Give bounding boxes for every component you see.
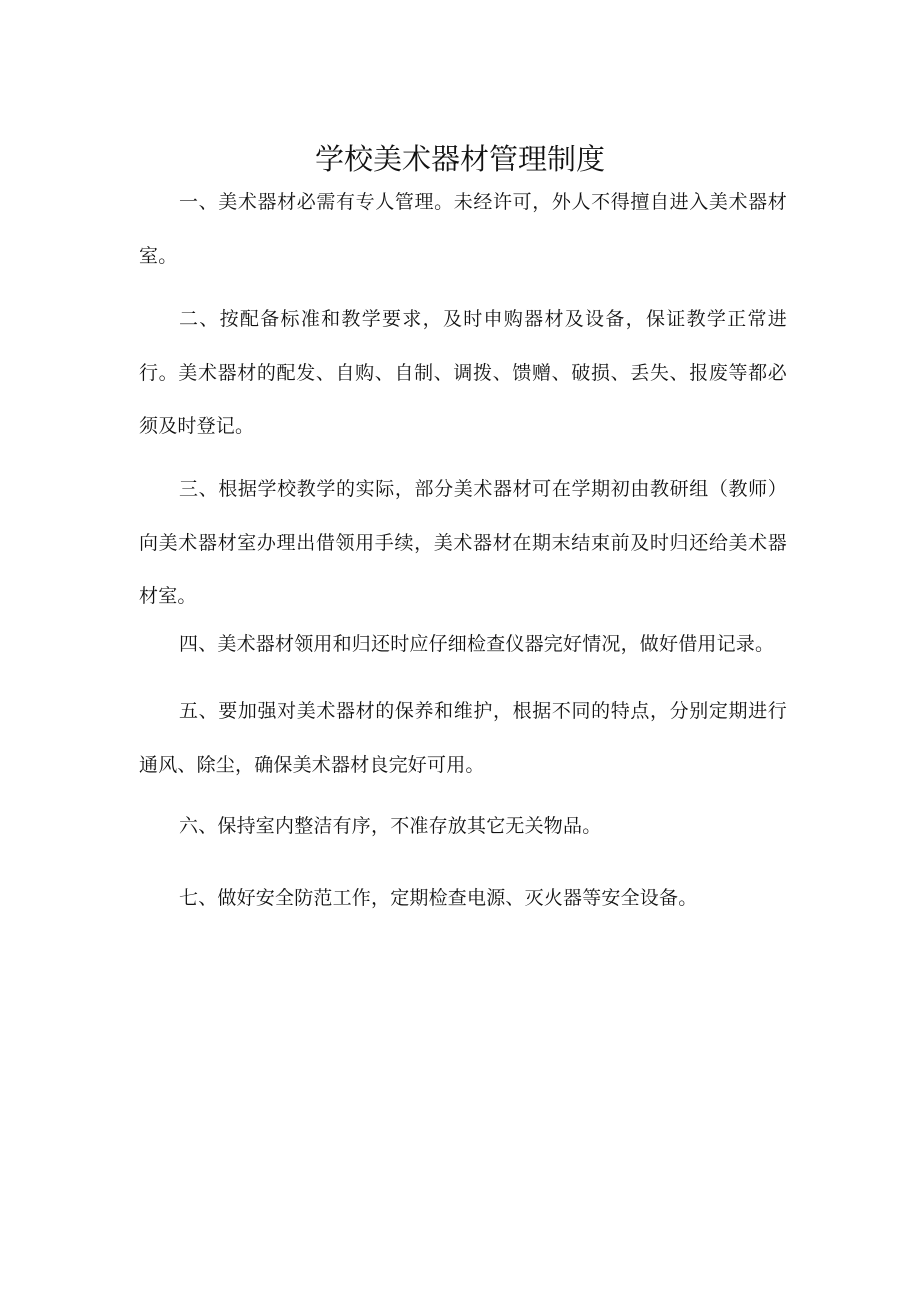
rule-paragraph-4: 四、美术器材领用和归还时应仔细检查仪器完好情况，做好借用记录。 [179,633,775,655]
rule-paragraph-7: 七、做好安全防范工作，定期检查电源、灭火器等安全设备。 [179,887,698,909]
rule-paragraph-6: 六、保持室内整洁有序，不准存放其它无关物品。 [179,815,602,837]
rule-paragraph-5: 五、要加强对美术器材的保养和维护，根据不同的特点，分别定期进行通风、除尘，确保美术器材良完好可用。 [139,700,787,776]
rule-paragraph-2: 二、按配备标准和教学要求，及时申购器材及设备，保证教学正常进行。美术器材的配发、自购、自制、调拨、馈赠、破损、丢失、报废等都必须及时登记。 [139,308,787,437]
document-title: 学校美术器材管理制度 [314,142,605,177]
rule-paragraph-3: 三、根据学校教学的实际，部分美术器材可在学期初由教研组（教师）向美术器材室办理出借领用手续，美术器材在期末结束前及时归还给美术器材室。 [139,478,787,607]
rule-paragraph-1: 一、美术器材必需有专人管理。未经许可，外人不得擅自进入美术器材室。 [139,191,787,267]
